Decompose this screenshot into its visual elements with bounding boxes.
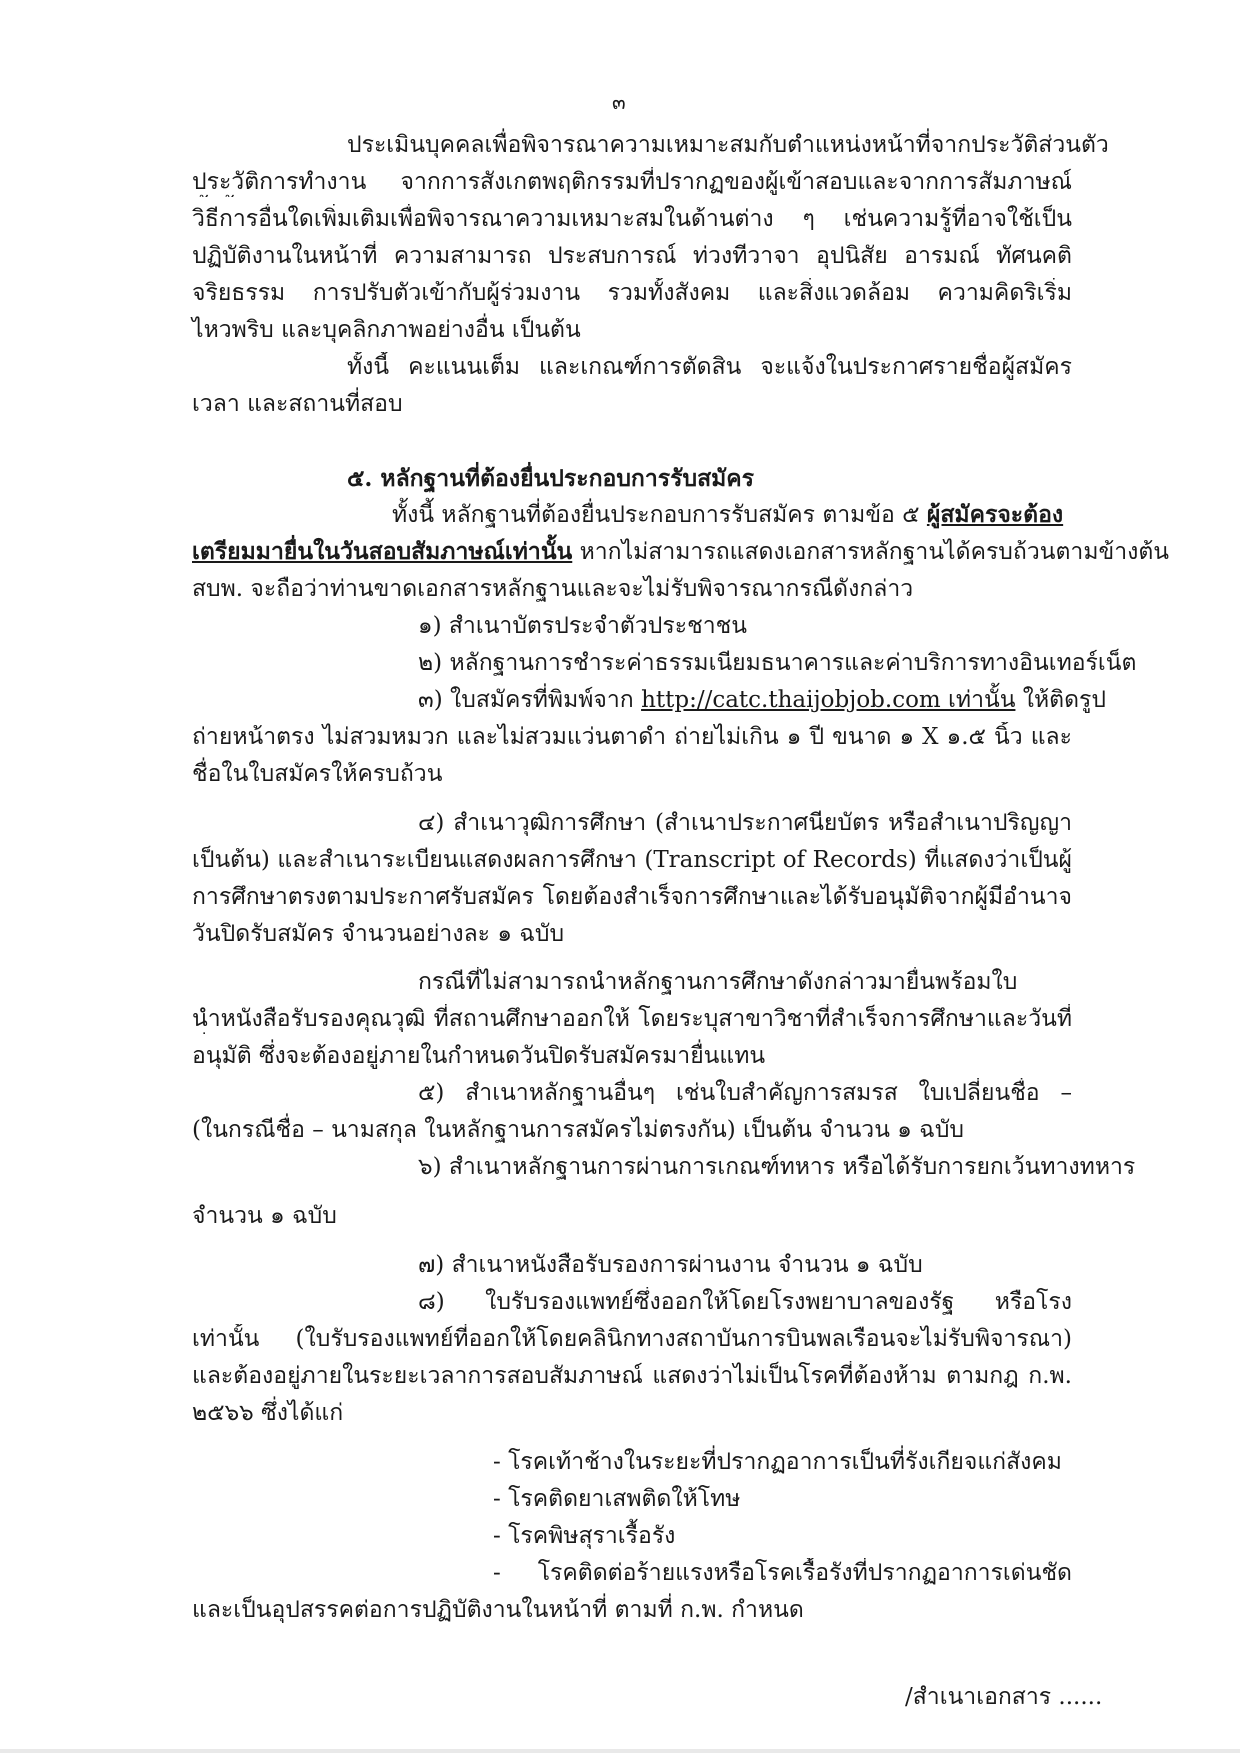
item-8-line-4: ๒๕๖๖ ซึ่งได้แก่ [192, 1400, 344, 1426]
section5-heading: ๕. หลักฐานที่ต้องยื่นประกอบการรับสมัคร [347, 465, 755, 492]
item-1: ๑) สำเนาบัตรประจำตัวประชาชน [418, 613, 747, 639]
section5-intro-line-1 [392, 500, 1063, 530]
para2-line-1: ทั้งนี้ คะแนนเต็ม และเกณฑ์การตัดสิน จะแจ้งในประกาศรายชื่อผู้สมัคร [347, 354, 1072, 380]
item-8-line-1: ๘) ใบรับรองแพทย์ซึ่งออกให้โดยโรงพยาบาลของรัฐ หรือโรง [418, 1289, 1072, 1315]
item-6-line-2: จำนวน ๑ ฉบับ [192, 1203, 337, 1229]
continuation-note: /สำเนาเอกสาร ...... [905, 1684, 1103, 1710]
item-3-line-2: ถ่ายหน้าตรง ไม่สวมหมวก และไม่สวมแว่นตาดำ ถ่ายไม่เกิน ๑ ปี ขนาด ๑ X ๑.๕ นิ้ว และ [192, 724, 1072, 750]
item-3-text-2: ให้ติดรูป [1015, 687, 1106, 713]
item-4-line-3: การศึกษาตรงตามประกาศรับสมัคร โดยต้องสำเร็จการศึกษาและได้รับอนุมัติจากผู้มีอำนาจ [192, 884, 1072, 910]
note-line-3: อนุมัติ ซึ่งจะต้องอยู่ภายในกำหนดวันปิดรับสมัครมายื่นแทน [192, 1043, 766, 1069]
item-4-line-2: เป็นต้น) และสำเนาระเบียนแสดงผลการศึกษา (Transcript of Records) ที่แสดงว่าเป็นผู้ [192, 847, 1072, 873]
para1-line-1: ประเมินบุคคลเพื่อพิจารณาความเหมาะสมกับตำแหน่งหน้าที่จากประวัติส่วนตัว [347, 132, 1109, 158]
para1-line-4: ปฏิบัติงานในหน้าที่ ความสามารถ ประสบการณ์ ท่วงทีวาจา อุปนิสัย อารมณ์ ทัศนคติ [192, 243, 1072, 269]
intro-text-2: หากไม่สามารถแสดงเอกสารหลักฐานได้ครบถ้วนตามข้างต้น [572, 539, 1170, 565]
item-8-line-2: เท่านั้น (ใบรับรองแพทย์ที่ออกให้โดยคลินิกทางสถาบันการบินพลเรือนจะไม่รับพิจารณา) [192, 1326, 1072, 1352]
item-4-line-1: ๔) สำเนาวุฒิการศึกษา (สำเนาประกาศนียบัตร หรือสำเนาปริญญา [418, 810, 1072, 836]
item-8-line-3: และต้องอยู่ภายในระยะเวลาการสอบสัมภาษณ์ แสดงว่าไม่เป็นโรคที่ต้องห้าม ตามกฎ ก.พ. [192, 1363, 1072, 1389]
para2-line-2: เวลา และสถานที่สอบ [192, 391, 403, 417]
note-line-1: กรณีที่ไม่สามารถนำหลักฐานการศึกษาดังกล่าวมายื่นพร้อมใบ [418, 969, 1018, 995]
item-5-line-2: (ในกรณีชื่อ – นามสกุล ในหลักฐานการสมัครไม่ตรงกัน) เป็นต้น จำนวน ๑ ฉบับ [192, 1117, 965, 1143]
item-3-text: ๓) ใบสมัครที่พิมพ์จาก [418, 687, 642, 713]
section5-intro-line-2 [192, 537, 1169, 567]
item-4-line-4: วันปิดรับสมัคร จำนวนอย่างละ ๑ ฉบับ [192, 921, 565, 947]
item-2: ๒) หลักฐานการชำระค่าธรรมเนียมธนาคารและค่าบริการทางอินเทอร์เน็ต [418, 650, 1137, 676]
item-3-line-3: ชื่อในใบสมัครให้ครบถ้วน [192, 761, 443, 787]
application-link[interactable]: http://catc.thaijobjob.com เท่านั้น [641, 687, 1016, 713]
para1-line-3: วิธีการอื่นใดเพิ่มเติมเพื่อพิจารณาความเหมาะสมในด้านต่าง ๆ เช่นความรู้ที่อาจใช้เป็น [192, 206, 1072, 232]
disease-item-4-line-2: และเป็นอุปสรรคต่อการปฏิบัติงานในหน้าที่ ตามที่ ก.พ. กำหนด [192, 1597, 804, 1623]
disease-item-2: - โรคติดยาเสพติดให้โทษ [493, 1486, 741, 1512]
intro-emphasis-2: เตรียมมายื่นในวันสอบสัมภาษณ์เท่านั้น [192, 538, 573, 565]
disease-item-4-line-1: - โรคติดต่อร้ายแรงหรือโรคเรื้อรังที่ปรากฏอาการเด่นชัด [493, 1560, 1072, 1586]
note-line-2: นำหนังสือรับรองคุณวุฒิ ที่สถานศึกษาออกให้ โดยระบุสาขาวิชาที่สำเร็จการศึกษาและวันที่ [192, 1006, 1072, 1032]
item-3-line-1 [418, 685, 1106, 715]
intro-emphasis-1: ผู้สมัครจะต้อง [926, 501, 1064, 528]
intro-text: ทั้งนี้ หลักฐานที่ต้องยื่นประกอบการรับสมัคร ตามข้อ ๕ [392, 502, 927, 528]
para1-line-2: ประวัติการทำงาน จากการสังเกตพฤติกรรมที่ปรากฏของผู้เข้าสอบและจากการสัมภาษณ์ [192, 169, 1072, 195]
disease-item-1: - โรคเท้าช้างในระยะที่ปรากฏอาการเป็นที่รังเกียจแก่สังคม [493, 1449, 1062, 1475]
para1-line-5: จริยธรรม การปรับตัวเข้ากับผู้ร่วมงาน รวมทั้งสังคม และสิ่งแวดล้อม ความคิดริเริ่ม [192, 280, 1072, 306]
page-number: ๓ [612, 90, 626, 114]
item-6-line-1: ๖) สำเนาหลักฐานการผ่านการเกณฑ์ทหาร หรือได้รับการยกเว้นทางทหาร [418, 1154, 1136, 1180]
item-5-line-1: ๕) สำเนาหลักฐานอื่นๆ เช่นใบสำคัญการสมรส ใบเปลี่ยนชื่อ – [418, 1080, 1072, 1106]
disease-item-3: - โรคพิษสุราเรื้อรัง [493, 1523, 676, 1549]
item-7: ๗) สำเนาหนังสือรับรองการผ่านงาน จำนวน ๑ ฉบับ [418, 1252, 923, 1278]
para1-line-6: ไหวพริบ และบุคลิกภาพอย่างอื่น เป็นต้น [192, 317, 581, 343]
page-bottom-edge [0, 1749, 1240, 1753]
section5-intro-line-3: สบพ. จะถือว่าท่านขาดเอกสารหลักฐานและจะไม่รับพิจารณากรณีดังกล่าว [192, 576, 914, 602]
